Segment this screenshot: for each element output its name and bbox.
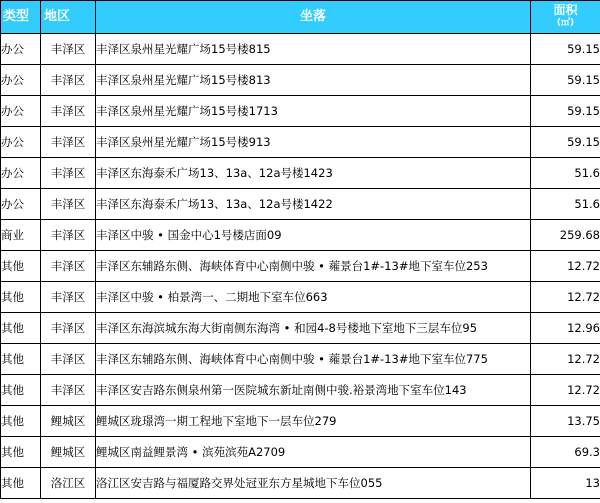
type-cell: 办公: [1, 96, 41, 127]
size-cell: 69.3: [531, 437, 600, 468]
type-cell: 其他: [1, 375, 41, 406]
size-cell: 12.72: [531, 282, 600, 313]
type-cell: 办公: [1, 189, 41, 220]
area-cell: 丰泽区: [41, 220, 96, 251]
size-cell: 259.68: [531, 220, 600, 251]
location-cell: 鲤城区南益鲤景湾 • 滨苑滨苑A2709: [96, 437, 531, 468]
type-cell: 其他: [1, 344, 41, 375]
table-row: [1, 406, 600, 437]
table-body: [1, 34, 600, 499]
area-cell: 丰泽区: [41, 189, 96, 220]
table-row: [1, 468, 600, 499]
size-cell: 12.72: [531, 375, 600, 406]
type-cell: 办公: [1, 34, 41, 65]
column-header-size: [531, 1, 600, 34]
area-cell: 丰泽区: [41, 375, 96, 406]
location-cell: 丰泽区东辅路东侧、海峡体育中心南侧中骏 • 蕹景台1#-13#地下室车位253: [96, 251, 531, 282]
area-cell: 鲤城区: [41, 406, 96, 437]
table-row: [1, 34, 600, 65]
type-cell: 其他: [1, 251, 41, 282]
area-cell: 丰泽区: [41, 251, 96, 282]
size-cell: 59.15: [531, 96, 600, 127]
type-cell: 商业: [1, 220, 41, 251]
area-cell: 洛江区: [41, 468, 96, 499]
size-cell: 13: [531, 468, 600, 499]
location-cell: 丰泽区泉州星光耀广场15号楼913: [96, 127, 531, 158]
type-cell: 其他: [1, 468, 41, 499]
table-row: [1, 313, 600, 344]
table-row: [1, 437, 600, 468]
area-cell: 鲤城区: [41, 437, 96, 468]
area-cell: 丰泽区: [41, 127, 96, 158]
size-cell: 59.15: [531, 34, 600, 65]
type-cell: 办公: [1, 127, 41, 158]
size-cell: 59.15: [531, 65, 600, 96]
size-cell: 51.6: [531, 189, 600, 220]
area-cell: 丰泽区: [41, 34, 96, 65]
column-header-type: 类型: [1, 1, 41, 34]
location-cell: 丰泽区东海泰禾广场13、13a、12a号楼1423: [96, 158, 531, 189]
size-cell: 12.72: [531, 344, 600, 375]
table-header: [1, 1, 600, 34]
size-cell: 12.72: [531, 251, 600, 282]
column-header-size-label: 面积: [553, 3, 578, 17]
type-cell: 其他: [1, 406, 41, 437]
location-cell: 丰泽区东海滨城东海大街南侧东海湾 • 和园4-8号楼地下室地下三层车位95: [96, 313, 531, 344]
header-row: [1, 1, 600, 34]
location-cell: 洛江区安吉路与福厦路交界处冠亚东方星城地下车位055: [96, 468, 531, 499]
table-row: [1, 96, 600, 127]
table-row: [1, 375, 600, 406]
area-cell: 丰泽区: [41, 282, 96, 313]
type-cell: 办公: [1, 65, 41, 96]
table-row: [1, 282, 600, 313]
type-cell: 其他: [1, 437, 41, 468]
type-cell: 其他: [1, 313, 41, 344]
location-cell: 丰泽区安吉路东侧泉州第一医院城东新址南侧中骏.裕景湾地下室车位143: [96, 375, 531, 406]
location-cell: 丰泽区泉州星光耀广场15号楼813: [96, 65, 531, 96]
column-header-area: 地区: [41, 1, 96, 34]
size-cell: 59.15: [531, 127, 600, 158]
location-cell: 丰泽区东辅路东侧、海峡体育中心南侧中骏 • 蕹景台1#-13#地下室车位775: [96, 344, 531, 375]
location-cell: 丰泽区泉州星光耀广场15号楼815: [96, 34, 531, 65]
size-cell: 12.96: [531, 313, 600, 344]
area-cell: 丰泽区: [41, 96, 96, 127]
table-row: [1, 127, 600, 158]
location-cell: 鲤城区珑璟湾一期工程地下室地下一层车位279: [96, 406, 531, 437]
column-header-size-unit: (㎡): [556, 18, 575, 28]
type-cell: 办公: [1, 158, 41, 189]
table-row: [1, 220, 600, 251]
table-row: [1, 65, 600, 96]
size-cell: 51.6: [531, 158, 600, 189]
location-cell: 丰泽区中骏 • 柏景湾一、二期地下室车位663: [96, 282, 531, 313]
table-row: [1, 251, 600, 282]
area-cell: 丰泽区: [41, 313, 96, 344]
column-header-location: 坐落: [96, 1, 531, 34]
type-cell: 其他: [1, 282, 41, 313]
location-cell: 丰泽区东海泰禾广场13、13a、12a号楼1422: [96, 189, 531, 220]
location-cell: 丰泽区中骏 • 国金中心1号楼店面09: [96, 220, 531, 251]
table-row: [1, 344, 600, 375]
area-cell: 丰泽区: [41, 65, 96, 96]
area-cell: 丰泽区: [41, 344, 96, 375]
table-row: [1, 189, 600, 220]
size-cell: 13.75: [531, 406, 600, 437]
area-cell: 丰泽区: [41, 158, 96, 189]
location-cell: 丰泽区泉州星光耀广场15号楼1713: [96, 96, 531, 127]
table-row: [1, 158, 600, 189]
